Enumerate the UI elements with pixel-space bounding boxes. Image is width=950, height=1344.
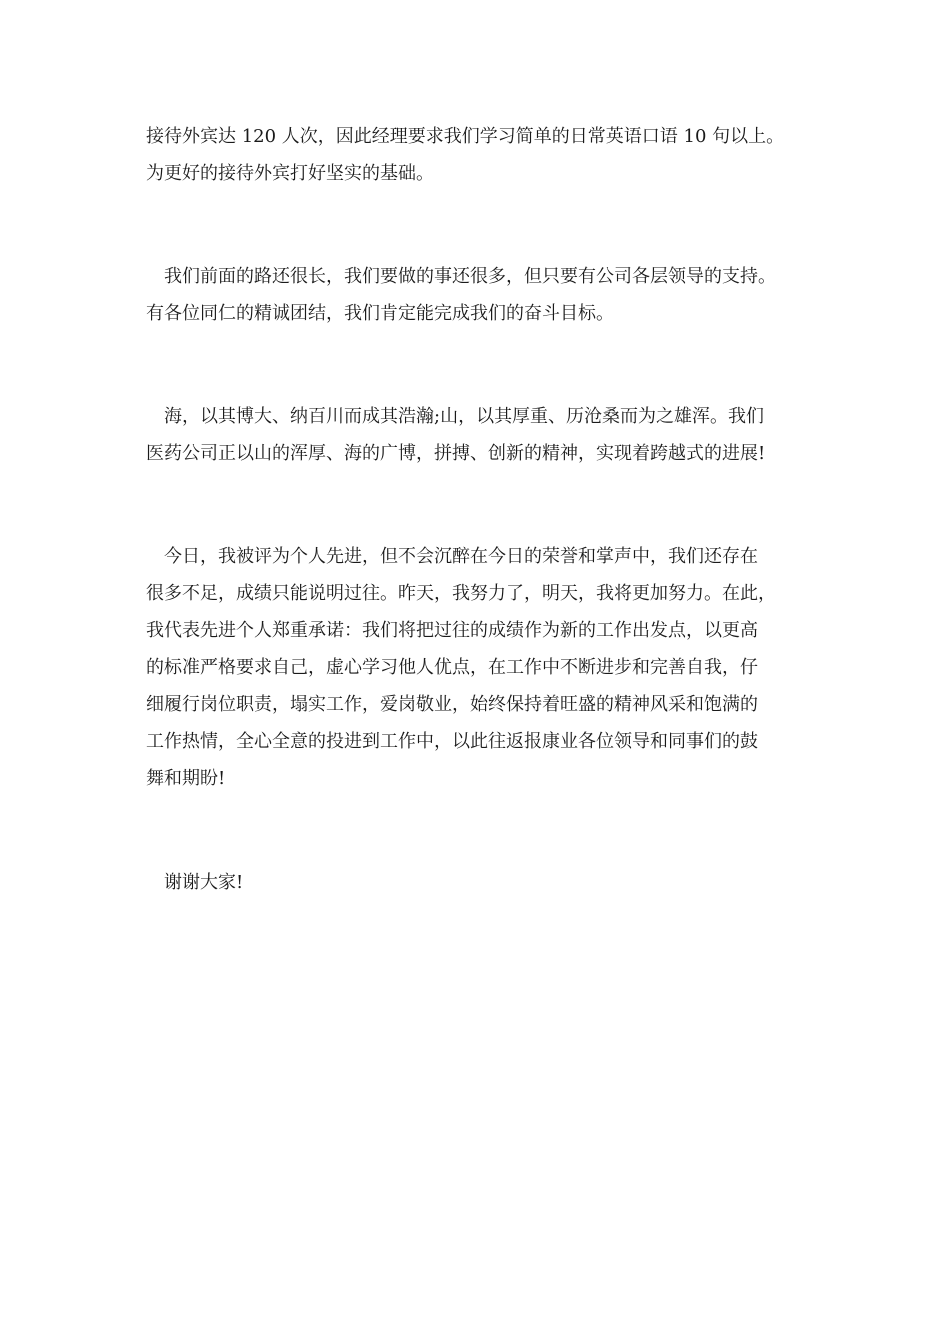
text-line: 我代表先进个人郑重承诺：我们将把过往的成绩作为新的工作出发点，以更高: [146, 620, 758, 641]
paragraph-sea-mountain: [146, 398, 816, 472]
paragraph-foreign-guests: [146, 118, 816, 192]
text-line: 医药公司正以山的浑厚、海的广博，拼搏、创新的精神，实现着跨越式的进展!: [146, 443, 766, 464]
paragraph-thanks: [146, 864, 816, 901]
text-line: 的标准严格要求自己，虚心学习他人优点，在工作中不断进步和完善自我，仔: [146, 657, 758, 678]
text-line: 海，以其博大、纳百川而成其浩瀚;山，以其厚重、历沧桑而为之雄浑。我们: [164, 406, 765, 427]
text-line: 我们前面的路还很长，我们要做的事还很多，但只要有公司各层领导的支持。: [164, 266, 776, 287]
text-line: 细履行岗位职责，塌实工作，爱岗敬业，始终保持着旺盛的精神风采和饱满的: [146, 694, 758, 715]
text-line: 有各位同仁的精诚团结，我们肯定能完成我们的奋斗目标。: [146, 303, 614, 324]
text-line: 很多不足，成绩只能说明过往。昨天，我努力了，明天，我将更加努力。在此，: [146, 583, 776, 604]
paragraph-long-road: [146, 258, 816, 332]
text-line: 舞和期盼!: [146, 768, 226, 789]
text-line: 工作热情，全心全意的投进到工作中，以此往返报康业各位领导和同事们的鼓: [146, 731, 758, 752]
text-line: 为更好的接待外宾打好坚实的基础。: [146, 163, 434, 184]
paragraph-commitment: [146, 538, 816, 797]
text-line: 谢谢大家!: [164, 872, 244, 893]
text-line: 今日，我被评为个人先进，但不会沉醉在今日的荣誉和掌声中，我们还存在: [164, 546, 758, 567]
text-line: 接待外宾达 120 人次，因此经理要求我们学习简单的日常英语口语 10 句以上。: [146, 126, 785, 147]
